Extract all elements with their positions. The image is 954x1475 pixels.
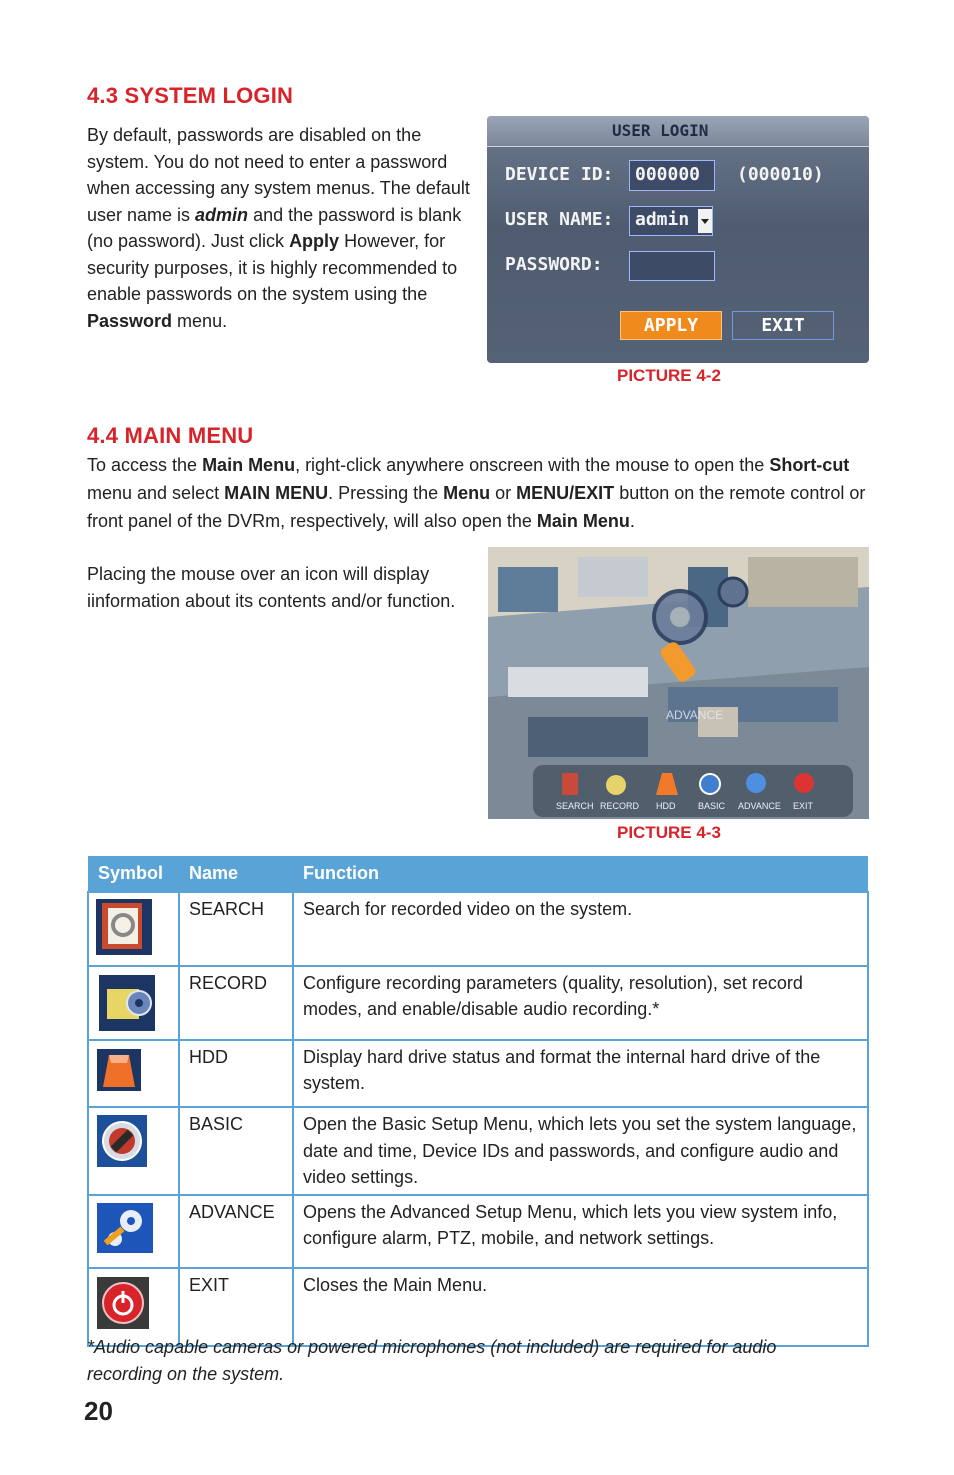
function-cell: Open the Basic Setup Menu, which lets you set the system language, date and time, Device IDs and passwords, and configure audio and video settings.	[293, 1107, 868, 1195]
text-run: Menu	[443, 483, 491, 503]
text-run: button on the remote control or front panel of the DVRm, respectively, will also open the	[87, 483, 866, 531]
symbol-cell	[88, 892, 179, 966]
table-header-function: Function	[293, 856, 868, 892]
record-icon	[99, 975, 155, 1031]
search-icon	[96, 899, 152, 955]
exit-button[interactable]: EXIT	[732, 311, 834, 340]
text-run: Apply	[289, 231, 340, 251]
symbol-cell	[88, 1195, 179, 1269]
text-run: Main Menu	[202, 455, 296, 475]
symbol-cell	[88, 1040, 179, 1108]
menu-label-record[interactable]: RECORD	[600, 801, 640, 811]
text-run: menu and select	[87, 483, 225, 503]
advance-overlay-text: ADVANCE	[666, 708, 724, 722]
text-run: Password	[87, 310, 173, 331]
apply-button[interactable]: APPLY	[620, 311, 722, 340]
hover-note: Placing the mouse over an icon will display iinformation about its contents and/or function.	[87, 564, 456, 611]
function-cell: Opens the Advanced Setup Menu, which lets you view system info, configure alarm, PTZ, mobile, and network settings.	[293, 1195, 868, 1269]
section-heading-system-login: 4.3 SYSTEM LOGIN	[87, 83, 294, 108]
device-id-hint: (000010)	[737, 164, 824, 185]
main-menu-screenshot	[488, 547, 869, 819]
section-heading-main-menu: 4.4 MAIN MENU	[87, 423, 254, 448]
menu-label-advance[interactable]: ADVANCE	[738, 801, 781, 811]
page-number: 20	[84, 1396, 113, 1426]
basic-icon	[97, 1115, 147, 1167]
table-header-symbol: Symbol	[88, 856, 179, 892]
text-run: However, for security purposes, it is highly recommended to enable passwords on the system using the	[87, 231, 458, 304]
menu-bar-labels	[538, 801, 858, 817]
symbol-cell	[88, 966, 179, 1040]
picture-caption-4-2: PICTURE 4-2	[617, 366, 721, 385]
text-run: Main Menu	[536, 511, 630, 531]
name-cell: BASIC	[179, 1107, 293, 1195]
hdd-icon	[97, 1049, 141, 1091]
device-id-value: 000000	[635, 164, 701, 185]
menu-label-hdd[interactable]: HDD	[656, 801, 676, 811]
user-login-titlebar	[487, 116, 869, 147]
chevron-down-icon[interactable]	[698, 209, 712, 233]
surveillance-scene-image	[488, 547, 869, 819]
text-run: admin	[195, 204, 249, 225]
table-row	[88, 966, 868, 1040]
user-name-label: USER NAME:	[505, 209, 614, 230]
text-run: , right-click anywhere onscreen with the mouse to open the	[295, 455, 770, 475]
user-login-screenshot	[487, 116, 869, 363]
name-cell: ADVANCE	[179, 1195, 293, 1269]
name-cell: EXIT	[179, 1268, 293, 1346]
audio-footnote: *Audio capable cameras or powered microphones (not included) are required for audio recording on the system.	[87, 1337, 777, 1384]
text-run: .	[629, 511, 635, 531]
table-header-row	[88, 856, 868, 892]
password-label: PASSWORD:	[505, 254, 603, 275]
login-paragraph	[87, 122, 472, 334]
table-row	[88, 1040, 868, 1108]
text-run: To access the	[87, 455, 203, 475]
symbol-cell	[88, 1107, 179, 1195]
text-run: and the password is blank (no password). Just click	[87, 204, 462, 251]
name-cell: HDD	[179, 1040, 293, 1108]
text-run: By default, passwords are disabled on the system. You do not need to enter a password when accessing any system menus. The default user name is	[87, 125, 470, 225]
user-name-value: admin	[635, 209, 690, 230]
exit-icon	[97, 1277, 149, 1329]
text-run: MENU/EXIT	[516, 483, 615, 503]
function-cell: Display hard drive status and format the internal hard drive of the system.	[293, 1040, 868, 1108]
user-name-dropdown[interactable]	[629, 206, 713, 236]
function-cell: Configure recording parameters (quality, resolution), set record modes, and enable/disable audio recording.*	[293, 966, 868, 1040]
text-run: MAIN MENU	[224, 483, 329, 503]
name-cell: RECORD	[179, 966, 293, 1040]
function-cell: Closes the Main Menu.	[293, 1268, 868, 1346]
text-run: menu.	[172, 310, 228, 331]
picture-caption-4-3: PICTURE 4-3	[617, 823, 721, 842]
menu-label-exit[interactable]: EXIT	[793, 801, 814, 811]
text-run: Short-cut	[769, 455, 850, 475]
text-run: . Pressing the	[328, 483, 444, 503]
menu-label-basic[interactable]: BASIC	[698, 801, 726, 811]
table-row	[88, 892, 868, 966]
text-run: or	[490, 483, 517, 503]
advance-icon	[97, 1203, 153, 1253]
table-row	[88, 1195, 868, 1269]
main-menu-intro	[87, 451, 877, 535]
user-login-title: USER LOGIN	[612, 121, 709, 140]
password-field[interactable]	[629, 251, 715, 281]
device-id-label: DEVICE ID:	[505, 164, 614, 185]
menu-function-table	[87, 856, 869, 1347]
device-id-field[interactable]	[629, 160, 715, 191]
name-cell: SEARCH	[179, 892, 293, 966]
menu-label-search[interactable]: SEARCH	[556, 801, 594, 811]
function-cell: Search for recorded video on the system.	[293, 892, 868, 966]
table-row	[88, 1107, 868, 1195]
table-header-name: Name	[179, 856, 293, 892]
